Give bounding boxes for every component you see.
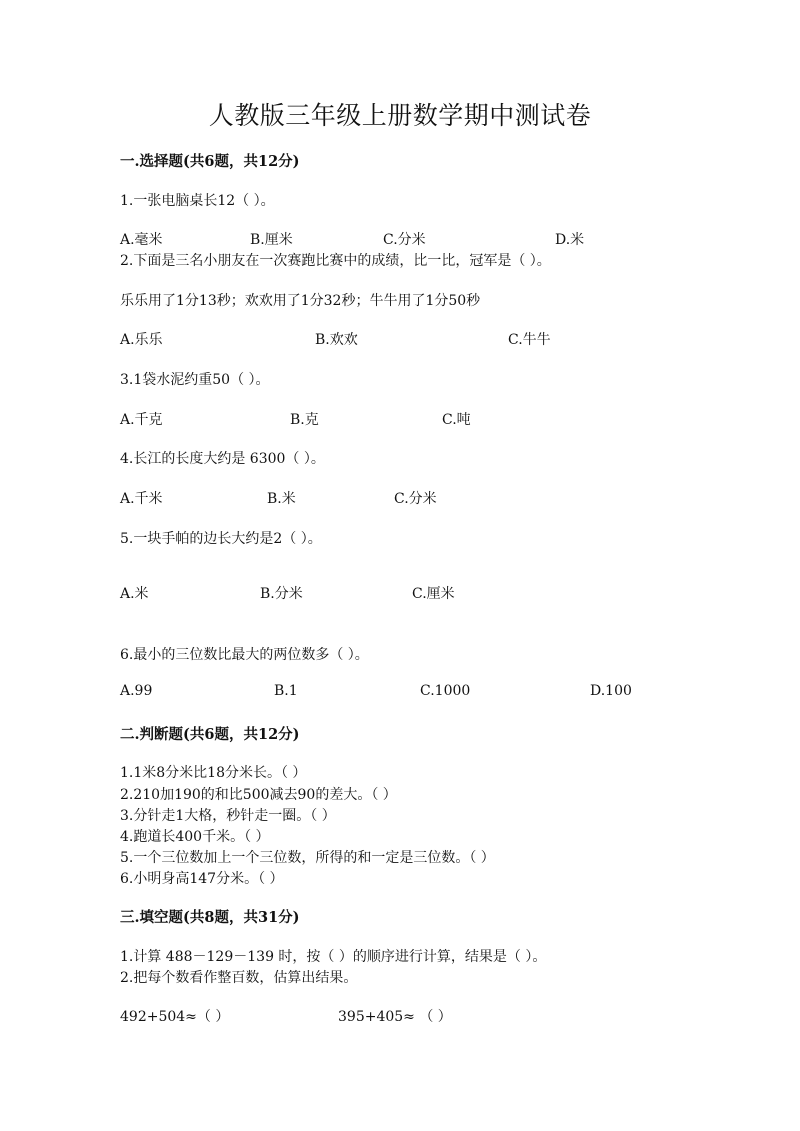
option: D.米 bbox=[555, 232, 585, 248]
section-heading-judgement: 二.判断题(共6题，共12分) bbox=[120, 726, 300, 743]
section-heading-choice: 一.选择题(共6题，共12分) bbox=[120, 153, 300, 170]
question-text: 4.长江的长度大约是 6300（ ）。 bbox=[120, 451, 325, 467]
option: C.分米 bbox=[394, 491, 437, 507]
option: B.克 bbox=[290, 412, 319, 428]
question-text: 1.一张电脑桌长12（ ）。 bbox=[120, 193, 275, 209]
question-text: 6.最小的三位数比最大的两位数多（ ）。 bbox=[120, 647, 369, 663]
option: C.厘米 bbox=[412, 586, 455, 602]
option: A.千克 bbox=[120, 412, 163, 428]
option: C.牛牛 bbox=[508, 332, 551, 348]
option: B.欢欢 bbox=[315, 332, 358, 348]
judgement-item: 5.一个三位数加上一个三位数，所得的和一定是三位数。（ ） bbox=[120, 850, 495, 866]
section-heading-fill-blank: 三.填空题(共8题，共31分) bbox=[120, 909, 300, 926]
option: A.毫米 bbox=[120, 232, 163, 248]
option: C.吨 bbox=[442, 412, 471, 428]
option: B.米 bbox=[267, 491, 296, 507]
estimate-expression: 395+405≈ （ ） bbox=[338, 1009, 452, 1025]
option: A.千米 bbox=[120, 491, 163, 507]
option: B.厘米 bbox=[250, 232, 293, 248]
judgement-item: 3.分针走1大格，秒针走一圈。（ ） bbox=[120, 808, 336, 824]
fill-blank-item: 2.把每个数看作整百数，估算出结果。 bbox=[120, 970, 358, 986]
question-text: 5.一块手帕的边长大约是2（ ）。 bbox=[120, 531, 322, 547]
option: C.1000 bbox=[420, 683, 471, 699]
judgement-item: 4.跑道长400千米。（ ） bbox=[120, 829, 270, 845]
question-text: 2.下面是三名小朋友在一次赛跑比赛中的成绩，比一比，冠军是（ ）。 bbox=[120, 253, 551, 269]
question-extra-text: 乐乐用了1分13秒；欢欢用了1分32秒；牛牛用了1分50秒 bbox=[120, 293, 481, 309]
judgement-item: 2.210加190的和比500减去90的差大。（ ） bbox=[120, 787, 397, 803]
option: C.分米 bbox=[383, 232, 426, 248]
option: A.米 bbox=[120, 586, 149, 602]
option: A.99 bbox=[120, 683, 153, 699]
option: D.100 bbox=[590, 683, 632, 699]
option: B.1 bbox=[274, 683, 298, 699]
fill-blank-item: 1.计算 488－129－139 时，按（ ）的顺序进行计算，结果是（ ）。 bbox=[120, 949, 547, 965]
judgement-item: 1.1米8分米比18分米长。（ ） bbox=[120, 765, 307, 781]
option: A.乐乐 bbox=[120, 332, 163, 348]
estimate-expression: 492+504≈（ ） bbox=[120, 1009, 230, 1025]
page-title: 人教版三年级上册数学期中测试卷 bbox=[208, 101, 592, 130]
judgement-item: 6.小明身高147分米。（ ） bbox=[120, 871, 284, 887]
option: B.分米 bbox=[260, 586, 303, 602]
question-text: 3.1袋水泥约重50（ ）。 bbox=[120, 372, 270, 388]
